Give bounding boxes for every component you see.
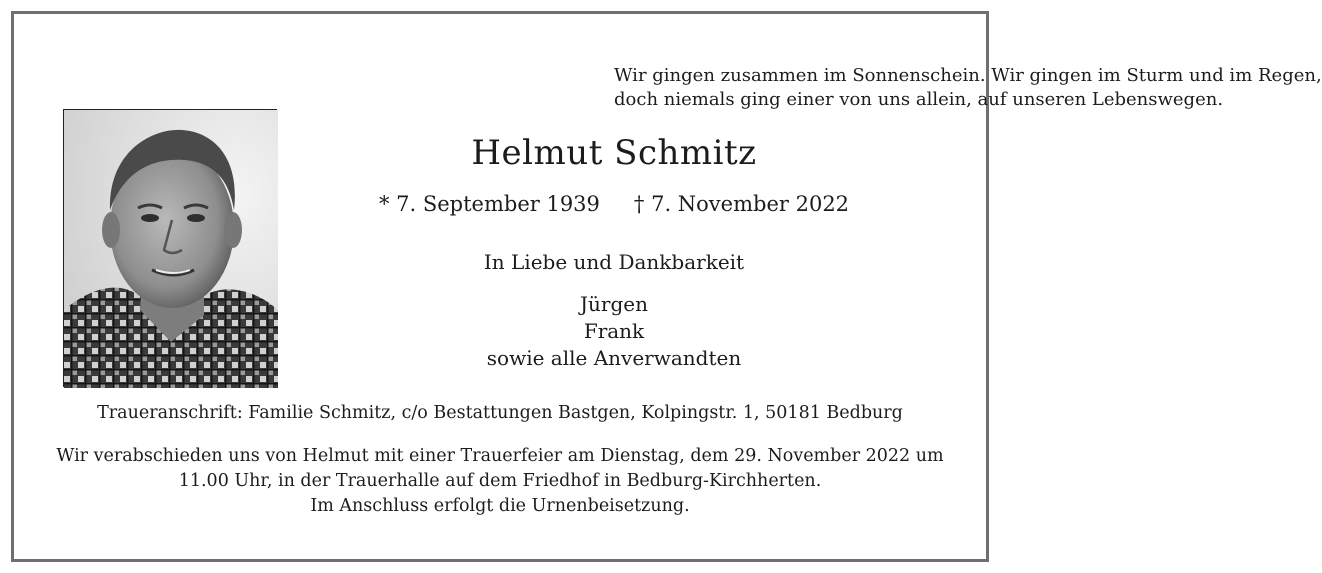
mourning-address: Traueranschrift: Familie Schmitz, c/o Bestattungen Bastgen, Kolpingstr. 1, 50181 Bedburg [97, 403, 903, 423]
portrait-photo [63, 109, 277, 387]
birth-date: * 7. September 1939 [378, 192, 600, 216]
deceased-name: Helmut Schmitz [471, 133, 757, 173]
mourner-3: sowie alle Anverwandten [486, 346, 742, 370]
ceremony-line-2: 11.00 Uhr, in der Trauerhalle auf dem Friedhof in Bedburg-Kirchherten. [178, 471, 822, 491]
dedication: In Liebe und Dankbarkeit [483, 250, 745, 274]
death-date: † 7. November 2022 [633, 192, 850, 216]
mourner-1: Jürgen [580, 292, 648, 316]
mourner-2: Frank [583, 319, 645, 343]
ceremony-line-3: Im Anschluss erfolgt die Urnenbeisetzung. [310, 496, 690, 516]
life-dates [379, 192, 849, 216]
ceremony-line-1: Wir verabschieden uns von Helmut mit einer Trauerfeier am Dienstag, dem 29. November 2022 um [56, 446, 944, 466]
